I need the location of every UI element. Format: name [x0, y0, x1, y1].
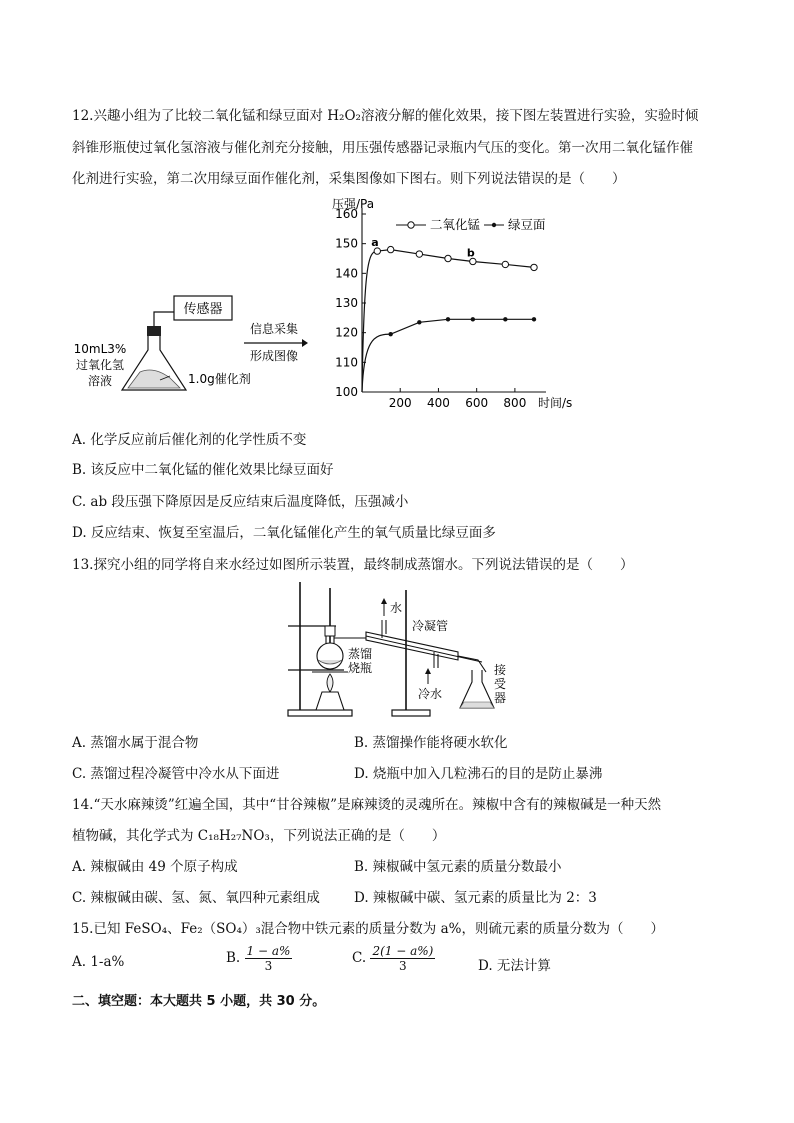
receiver-label-3: 器 — [494, 691, 507, 705]
x-tick-label: 800 — [503, 396, 527, 410]
q12-option-c: C. ab 段压强下降原因是反应结束后温度降低，压强减小 — [72, 494, 409, 510]
flask-label-2: 烧瓶 — [348, 661, 373, 675]
stand-base-1 — [288, 710, 352, 716]
q15-option-b-prefix: B. — [226, 950, 241, 966]
data-point-mno2 — [416, 251, 422, 257]
flame — [327, 674, 333, 692]
condenser-label: 冷凝管 — [412, 619, 449, 633]
data-point-mungbean — [388, 332, 392, 336]
section-heading-fill-in: 二、填空题：本大题共 5 小题，共 30 分。 — [72, 994, 326, 1009]
y-tick-label: 150 — [335, 236, 358, 251]
cold-water-label: 冷水 — [418, 687, 443, 701]
q15-option-b-fraction — [245, 944, 293, 973]
data-point-mno2 — [531, 264, 537, 270]
q12-pressure-chart — [326, 196, 606, 418]
solution-label-1: 10mL3% — [73, 342, 127, 356]
sensor-label: 传感器 — [183, 302, 223, 317]
q14-option-b: B. 辣椒碱中氢元素的质量分数最小 — [354, 859, 562, 875]
q15-option-b-numerator: 1 − a% — [246, 944, 291, 958]
receiver-label-1: 接 — [494, 663, 507, 677]
solution-label-3: 溶液 — [87, 374, 113, 388]
flask-label-1: 蒸馏 — [348, 647, 373, 661]
data-point-mungbean — [471, 317, 475, 321]
x-tick-label: 600 — [465, 396, 489, 410]
solution-label-2: 过氧化氢 — [75, 358, 125, 372]
q15-option-a: A. 1-a% — [72, 954, 125, 970]
q13-option-c: C. 蒸馏过程冷凝管中冷水从下面进 — [72, 766, 280, 782]
legend-marker-mno2 — [408, 222, 414, 228]
q15-option-d: D. 无法计算 — [478, 958, 551, 974]
series-line-mungbean — [362, 319, 534, 392]
y-tick-label: 120 — [335, 325, 358, 340]
catalyst-label: 1.0g催化剂 — [188, 372, 251, 386]
arrow-label-bottom: 形成图像 — [249, 349, 299, 363]
point-label-a: a — [371, 236, 379, 250]
q12-option-a: A. 化学反应前后催化剂的化学性质不变 — [72, 432, 307, 448]
data-point-mno2 — [445, 255, 451, 261]
q14-stem-line1: 14.“天水麻辣烫”红遍全国，其中“甘谷辣椒”是麻辣烫的灵魂所在。辣椒中含有的辣椒碱是一种天然 — [72, 797, 662, 813]
q15-option-c-fraction — [370, 944, 435, 973]
data-point-mungbean — [446, 317, 450, 321]
x-tick-label: 400 — [426, 396, 450, 410]
receiver-label-2: 受 — [494, 677, 507, 691]
data-point-mno2 — [387, 246, 393, 252]
q12-stem-line1: 12.兴趣小组为了比较二氧化锰和绿豆面对 H₂O₂溶液分解的催化效果，接下图左装置进行实验，实验时倾 — [72, 108, 699, 124]
q12-apparatus-diagram — [70, 200, 330, 400]
flask-stopper — [147, 326, 161, 336]
legend-marker-mungbean — [492, 223, 496, 227]
q15-option-c-numerator: 2(1 − a%) — [372, 944, 434, 958]
x-axis-label: 时间/s — [538, 396, 573, 410]
data-point-mungbean — [417, 320, 421, 324]
q14-stem-line2: 植物碱，其化学式为 C₁₈H₂₇NO₃，下列说法正确的是（ ） — [72, 828, 446, 844]
q15-stem: 15.已知 FeSO₄、Fe₂（SO₄）₃混合物中铁元素的质量分数为 a%，则硫元素的质量分数为（ ） — [72, 921, 664, 937]
point-label-b: b — [466, 246, 475, 260]
y-axis-label: 压强/Pa — [332, 197, 375, 211]
legend-label-mno2: 二氧化锰 — [430, 217, 481, 232]
q12-option-d: D. 反应结束、恢复至室温后，二氧化锰催化产生的氧气质量比绿豆面多 — [72, 525, 496, 541]
q14-option-a: A. 辣椒碱由 49 个原子构成 — [72, 859, 238, 875]
data-point-mungbean — [503, 317, 507, 321]
q12-stem-line2: 斜锥形瓶使过氧化氢溶液与催化剂充分接触，用压强传感器记录瓶内气压的变化。第一次用二氧化锰作催 — [72, 140, 693, 156]
distilling-flask — [317, 643, 343, 669]
q15-option-b-denominator: 3 — [264, 959, 273, 973]
y-tick-label: 160 — [335, 207, 358, 221]
q13-stem: 13.探究小组的同学将自来水经过如图所示装置，最终制成蒸馏水。下列说法错误的是（ ） — [72, 557, 634, 573]
q15-option-c — [352, 944, 435, 973]
q12-option-b: B. 该反应中二氧化锰的催化效果比绿豆面好 — [72, 462, 334, 478]
chart-legend — [396, 217, 546, 232]
water-out-label: 水 — [390, 601, 403, 615]
q13-option-b: B. 蒸馏操作能将硬水软化 — [354, 735, 508, 751]
y-tick-label: 130 — [335, 296, 358, 310]
y-tick-label: 110 — [335, 355, 358, 370]
q15-option-c-prefix: C. — [352, 950, 367, 966]
q14-option-c: C. 辣椒碱由碳、氢、氮、氧四种元素组成 — [72, 890, 320, 906]
data-point-mungbean — [532, 317, 536, 321]
y-tick-label: 140 — [335, 266, 358, 281]
q15-option-c-denominator: 3 — [399, 959, 407, 973]
x-tick-label: 200 — [388, 396, 412, 410]
legend-label-mungbean: 绿豆面 — [508, 217, 546, 232]
q12-stem-line3: 化剂进行实验，第二次用绿豆面作催化剂，采集图像如下图右。则下列说法错误的是（ ） — [72, 171, 626, 187]
arrow-label-top: 信息采集 — [249, 322, 299, 336]
q14-option-d: D. 辣椒碱中碳、氢元素的质量比为 2：3 — [354, 890, 597, 906]
flask-liquid — [128, 370, 180, 388]
stand-base-2 — [392, 710, 430, 716]
q15-option-b — [226, 944, 292, 973]
alcohol-lamp — [316, 692, 344, 710]
sensor-cable — [154, 312, 174, 328]
q13-distillation-diagram — [282, 576, 512, 722]
q13-option-a: A. 蒸馏水属于混合物 — [72, 735, 199, 751]
data-point-mno2 — [502, 261, 508, 267]
y-tick-label: 100 — [335, 385, 358, 399]
q13-option-d: D. 烧瓶中加入几粒沸石的目的是防止暴沸 — [354, 766, 603, 782]
